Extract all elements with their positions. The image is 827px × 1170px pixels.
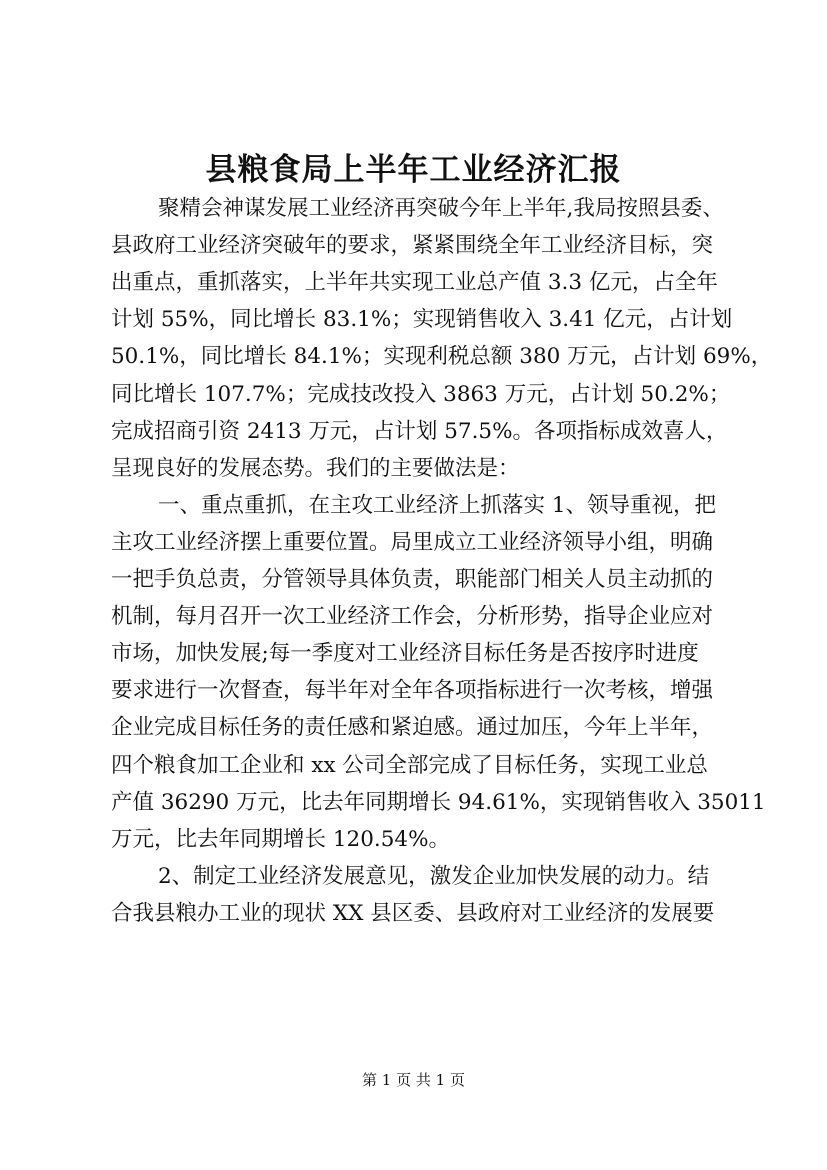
body-line: 四个粮食加工企业和 xx 公司全部完成了目标任务，实现工业总 — [111, 753, 708, 778]
body-line: 市场，加快发展;每一季度对工业经济目标任务是否按序时进度 — [111, 641, 699, 666]
document-title: 县粮食局上半年工业经济汇报 — [205, 152, 622, 188]
body-line: 50.1%，同比增长 84.1%；实现利税总额 380 万元，占计划 69%， — [111, 344, 773, 369]
body-line: 呈现良好的发展态势。我们的主要做法是： — [111, 456, 520, 481]
body-line: 机制，每月召开一次工业经济工作会，分析形势，指导企业应对 — [111, 604, 714, 629]
body-line: 要求进行一次督查，每半年对全年各项指标进行一次考核，增强 — [111, 678, 714, 703]
body-line: 合我县粮办工业的现状 XX 县区委、县政府对工业经济的发展要 — [111, 901, 715, 926]
body-line: 计划 55%，同比增长 83.1%；实现销售收入 3.41 亿元，占计划 — [111, 307, 733, 332]
body-line: 出重点，重抓落实，上半年共实现工业总产值 3.3 亿元，占全年 — [111, 270, 718, 295]
body-line: 产值 36290 万元，比去年同期增长 94.61%，实现销售收入 35011 — [111, 790, 766, 815]
body-line: 聚精会神谋发展工业经济再突破今年上半年,我局按照县委、 — [158, 196, 724, 221]
body-line: 同比增长 107.7%；完成技改投入 3863 万元，占计划 50.2%； — [111, 382, 731, 407]
body-line: 县政府工业经济突破年的要求，紧紧围绕全年工业经济目标，突 — [111, 233, 714, 258]
body-line: 万元，比去年同期增长 120.54%。 — [111, 827, 450, 852]
body-line: 企业完成目标任务的责任感和紧迫感。通过加压，今年上半年， — [111, 715, 714, 740]
body-line: 主攻工业经济摆上重要位置。局里成立工业经济领导小组，明确 — [111, 530, 714, 555]
body-line: 2、制定工业经济发展意见，激发企业加快发展的动力。结 — [158, 864, 710, 889]
page-footer: 第 1 页 共 1 页 — [362, 1071, 465, 1089]
body-line: 完成招商引资 2413 万元，占计划 57.5%。各项指标成效喜人， — [111, 419, 728, 444]
body-line: 一、重点重抓，在主攻工业经济上抓落实 1、领导重视，把 — [158, 493, 717, 518]
body-line: 一把手负总责，分管领导具体负责，职能部门相关人员主动抓的 — [111, 567, 714, 592]
